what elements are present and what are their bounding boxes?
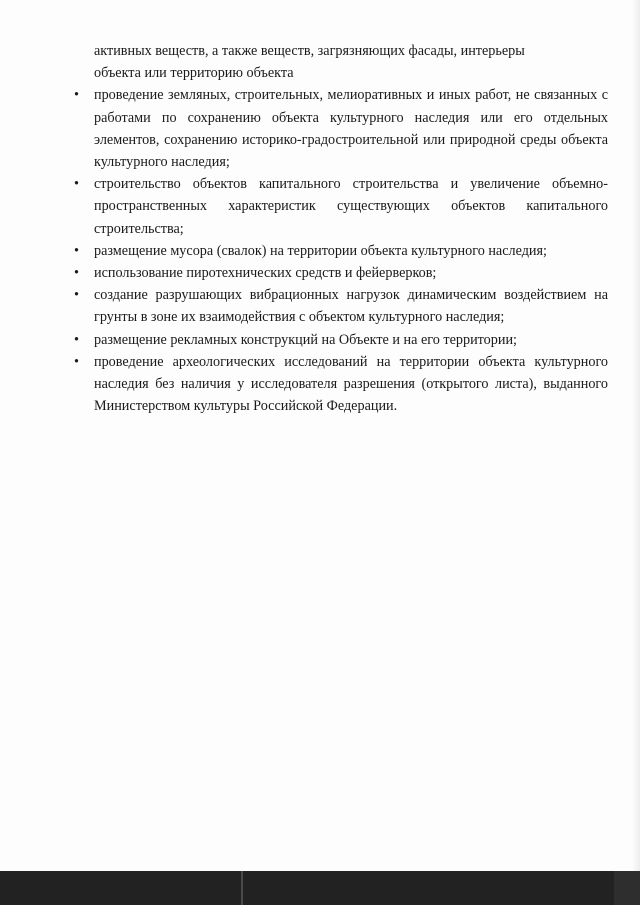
intro-paragraph-line-2: объекта или территорию объекта [94,65,294,82]
list-item-text: размещение мусора (свалок) на территории объекта культурного наследия; [94,242,547,259]
bullet-icon: • [74,87,79,104]
bullet-icon: • [74,287,79,304]
bullet-icon: • [74,242,79,259]
list-item [74,240,608,262]
document-body [74,40,608,417]
list-item [74,329,608,351]
scanner-bar-right-segment [614,871,640,905]
list-item-text: размещение рекламных конструкций на Объекте и на его территории; [94,331,517,348]
bullet-icon: • [74,265,79,282]
list-item [74,351,608,418]
list-item-text: проведение археологических исследований на территории объекта культурного наследия без наличия у исследователя разрешения (открытого листа), выданного Министерством культуры Российской Федерации. [94,353,608,415]
bullet-icon: • [74,353,79,370]
scan-edge-shadow [632,0,640,871]
list-item [74,262,608,284]
list-item-text: строительство объектов капитального строительства и увеличение объемно-пространственных характеристик существующих объектов капитального строительства; [94,176,608,237]
bullet-icon: • [74,331,79,348]
list-item [74,84,608,173]
list-item-text: проведение земляных, строительных, мелиоративных и иных работ, не связанных с работами по сохранению объекта культурного наследия или его отдельных элементов, сохранению историко-градостроительной или природной среды объекта культурного наследия; [94,87,608,171]
scanner-bar-seam [241,871,243,905]
list-item [74,284,608,328]
list-item-text: создание разрушающих вибрационных нагрузок динамическим воздействием на грунты в зоне их взаимодействия с объектом культурного наследия; [94,287,608,326]
prohibitions-list [74,84,608,417]
scanner-bottom-bar [0,871,640,905]
bullet-icon: • [74,176,79,193]
list-item-text: использование пиротехнических средств и фейерверков; [94,265,437,282]
intro-paragraph-line-1: активных веществ, а также веществ, загрязняющих фасады, интерьеры [94,43,525,59]
list-item [74,173,608,240]
